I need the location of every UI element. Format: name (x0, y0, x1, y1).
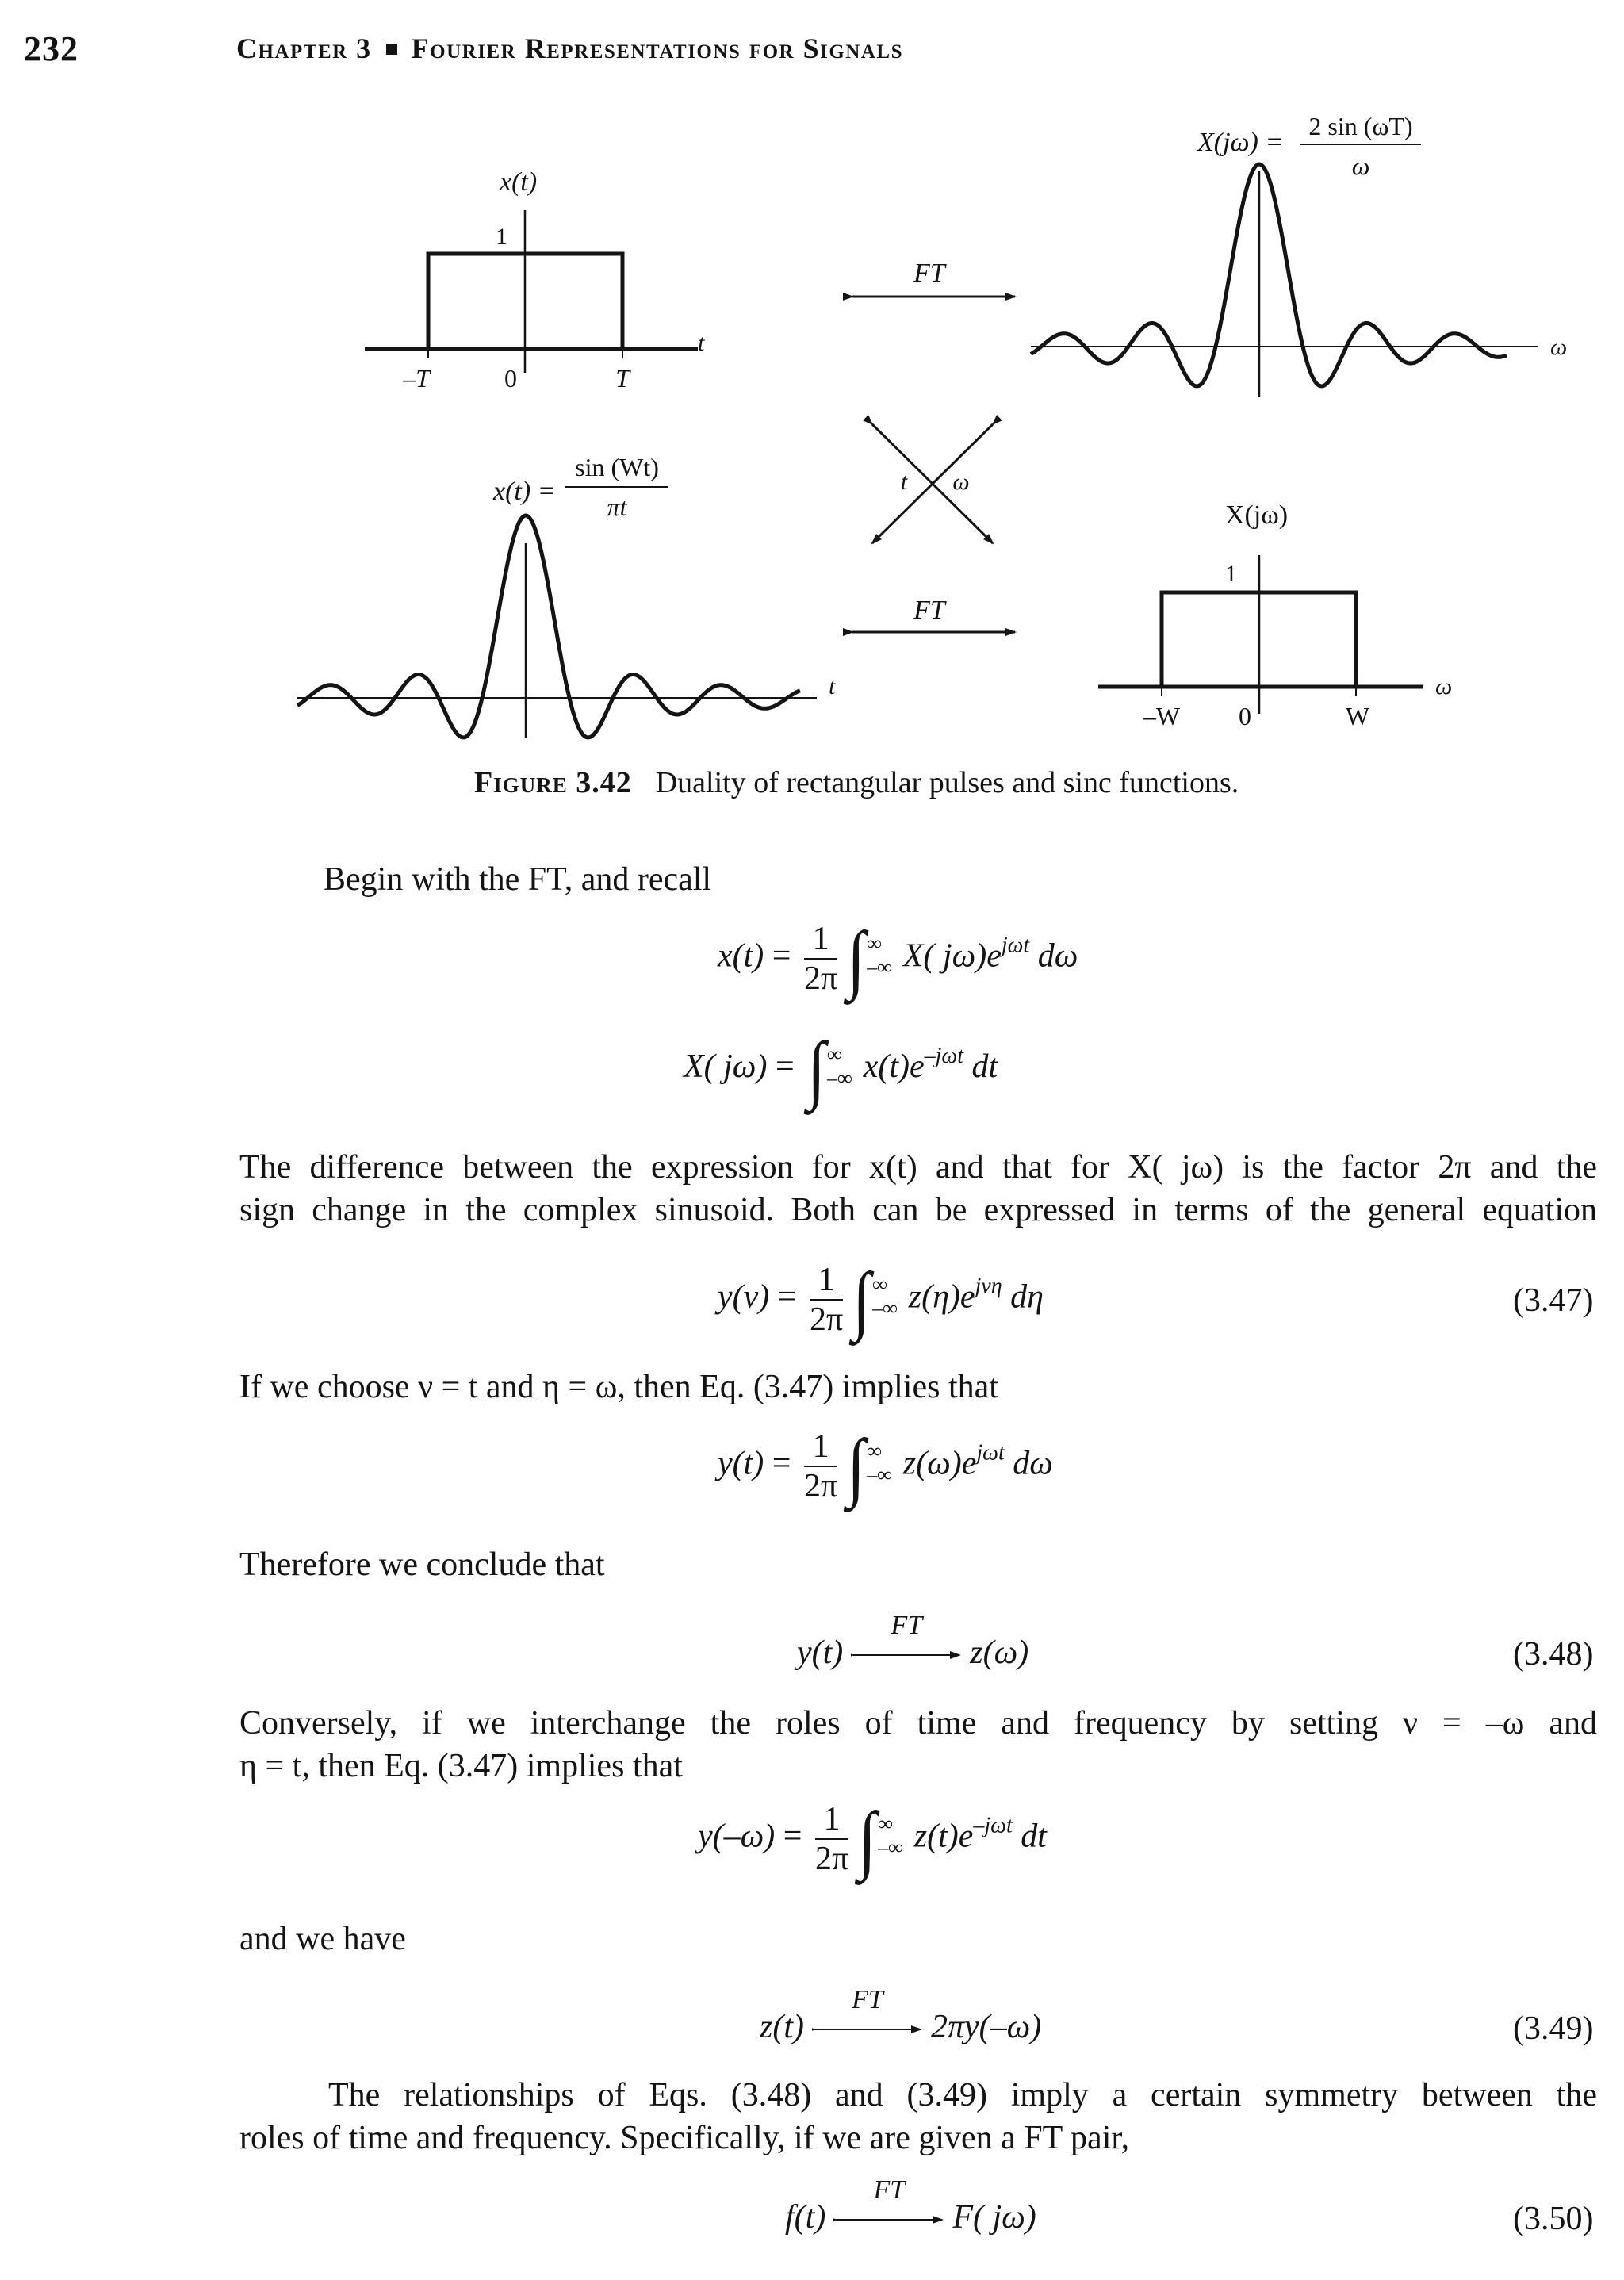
tick-pos-T: T (615, 364, 630, 393)
eq2-diff: dt (971, 1048, 998, 1086)
ft-pair-arrow (851, 1611, 962, 1663)
eq2-lhs: X( jω) (684, 1048, 768, 1086)
duality-arrows (852, 259, 1015, 632)
eq6-upper: ∞ (878, 1812, 893, 1835)
t-axis-label: t (829, 673, 836, 699)
tick-neg-W: –W (1143, 702, 1181, 730)
eq3-lower: –∞ (872, 1297, 898, 1320)
tick-zero: 0 (504, 364, 517, 393)
ft-label-top: FT (914, 259, 945, 288)
top-left-rect-pulse (365, 167, 705, 393)
eq2-lower: –∞ (827, 1066, 852, 1090)
paragraph-5-line-2: η = t, then Eq. (3.47) implies that (239, 1748, 683, 1784)
cross-t-label: t (900, 469, 908, 495)
paragraph-2-line-2: sign change in the complex sinusoid. Both can be expressed in terms of the general equation (239, 1192, 1597, 1228)
paragraph-7-line-2: roles of time and frequency. Specifically, if we are given a FT pair, (239, 2120, 1130, 2156)
eq1-lhs: x(t) (718, 937, 764, 975)
w-axis-label: ω (1435, 673, 1453, 699)
chapter-title: Fourier Representations for Signals (411, 33, 903, 64)
sinc-curve (1031, 164, 1507, 386)
X-jw-label: X(jω) = (1197, 128, 1284, 157)
x-t-label: x(t) (500, 167, 538, 197)
eq3-exp: jνη (975, 1274, 1002, 1299)
w-axis-label: ω (1550, 334, 1568, 360)
eq1-integrand: X( jω)e (902, 937, 1002, 975)
denominator: ω (1351, 151, 1370, 180)
top-right-sinc (1031, 112, 1567, 397)
eq3-upper: ∞ (872, 1273, 887, 1296)
tick-pos-W: W (1345, 702, 1370, 730)
eq2-exp: –jωt (924, 1044, 963, 1069)
equation-number-3-48: (3.48) (1513, 1636, 1594, 1673)
height-label: 1 (1225, 561, 1237, 587)
equation-4: y(t) = $\frac{1}{2\pi}$ ∫ ∞ –∞ $z(\omega)e^{j\omega t}$ dω (718, 1424, 1053, 1509)
paragraph-7-line-1: The relationships of Eqs. (3.48) and (3.49) imply a certain symmetry between the (328, 2077, 1597, 2113)
denominator: πt (607, 492, 627, 521)
duality-figure (0, 103, 1624, 753)
eq6-integrand: z(t)e (914, 1818, 974, 1855)
X-jw-label: X(jω) (1225, 500, 1289, 530)
tick-neg-T: –T (403, 364, 430, 393)
bottom-right-rect (1098, 500, 1452, 730)
equation-2: X( jω) = ∫ ∞ –∞ $x(t)e^{-j\omega t}$ dt (684, 1027, 998, 1112)
equation-number-3-49: (3.49) (1513, 2010, 1594, 2047)
eq3-integrand: z(η)e (908, 1278, 975, 1316)
equation-number-3-47: (3.47) (1513, 1282, 1594, 1319)
t-axis-label: t (698, 330, 705, 356)
equation-1: x(t) = $\frac{1}{2\pi}$ ∫ ∞ –∞ X( $j\omega)e^{j\omega t}$ dω (718, 916, 1078, 1002)
eq6-den: 2π (814, 1841, 849, 1877)
eq5-lhs: y(t) (797, 1634, 844, 1671)
eq6-diff: dt (1021, 1818, 1047, 1855)
figure-caption (474, 765, 1239, 800)
numerator: 2 sin (ωT) (1308, 112, 1413, 140)
eq8-ft-label: FT (873, 2175, 906, 2205)
eq2-upper: ∞ (827, 1042, 842, 1066)
paragraph-3: If we choose ν = t and η = ω, then Eq. (3.47) implies that (239, 1369, 998, 1405)
equation-number-3-50: (3.50) (1513, 2201, 1594, 2237)
eq1-lower: –∞ (867, 956, 892, 979)
figure-label: Figure 3.42 (474, 766, 632, 799)
paragraph-1: Begin with the FT, and recall (324, 861, 712, 898)
tick-zero: 0 (1239, 702, 1251, 730)
eq1-upper: ∞ (867, 932, 882, 955)
paragraph-6: and we have (239, 1921, 406, 1957)
x-t-label: x(t) = (493, 477, 556, 506)
numerator: sin (Wt) (575, 453, 659, 481)
eq5-ft-label: FT (891, 1611, 923, 1641)
eq3-den: 2π (809, 1301, 844, 1338)
eq6-num: 1 (815, 1800, 848, 1840)
eq1-den: 2π (803, 960, 838, 997)
ft-label-bottom: FT (914, 596, 945, 625)
bottom-left-sinc (297, 453, 836, 738)
paragraph-5-line-1: Conversely, if we interchange the roles of time and frequency by setting ν = –ω and (239, 1705, 1597, 1742)
equation-8 (785, 2175, 1036, 2236)
sinc-curve (297, 515, 800, 738)
equation-5 (797, 1611, 1029, 1672)
eq6-lhs: y(–ω) (698, 1818, 776, 1855)
paragraph-2-line-1: The difference between the expression for x(t) and that for X( jω) is the factor 2π and the (239, 1149, 1597, 1186)
paragraph-4: Therefore we conclude that (239, 1546, 605, 1583)
chapter-label: Chapter 3 (236, 33, 372, 64)
ft-pair-arrow (812, 1985, 923, 2037)
eq4-lower: –∞ (867, 1463, 892, 1486)
bullet-square-icon (386, 44, 397, 55)
eq1-diff: dω (1037, 937, 1078, 975)
eq6-exp: –jωt (973, 1813, 1013, 1838)
eq8-rhs: F( jω) (952, 2199, 1036, 2236)
eq8-lhs: f(t) (785, 2199, 826, 2236)
page-number: 232 (24, 29, 79, 68)
equation-6: y(–ω) = $\frac{1}{2\pi}$ ∫ ∞ –∞ $z(t)e^{-j\omega t}$ dt (698, 1796, 1047, 1882)
eq7-ft-label: FT (852, 1985, 883, 2015)
eq4-integrand: z(ω)e (902, 1445, 977, 1482)
cross-w-label: ω (952, 469, 970, 495)
eq2-integrand: x(t)e (863, 1048, 925, 1086)
eq3-lhs: y(ν) (718, 1278, 770, 1316)
eq4-exp: jωt (976, 1440, 1005, 1466)
equation-7 (760, 1985, 1042, 2046)
eq1-num: 1 (804, 920, 837, 960)
eq7-lhs: z(t) (760, 2009, 804, 2045)
height-label: 1 (496, 224, 508, 250)
eq4-den: 2π (803, 1468, 838, 1504)
eq4-num: 1 (804, 1427, 837, 1467)
running-head (236, 32, 903, 65)
eq5-rhs: z(ω) (970, 1634, 1029, 1671)
ft-pair-arrow (833, 2175, 944, 2228)
eq4-diff: dω (1013, 1445, 1053, 1482)
caption-text: Duality of rectangular pulses and sinc functions. (655, 766, 1239, 799)
eq1-exp: jωt (1001, 933, 1030, 958)
eq3-diff: dη (1010, 1278, 1044, 1316)
eq3-num: 1 (810, 1261, 843, 1301)
eq4-upper: ∞ (867, 1439, 882, 1462)
eq7-rhs: 2πy(–ω) (931, 2009, 1042, 2045)
eq4-lhs: y(t) (718, 1445, 764, 1482)
equation-3: y(ν) = $\frac{1}{2\pi}$ ∫ ∞ –∞ $z(\eta)e^{j\nu\eta}$ dη (718, 1257, 1044, 1343)
eq6-lower: –∞ (878, 1836, 903, 1859)
